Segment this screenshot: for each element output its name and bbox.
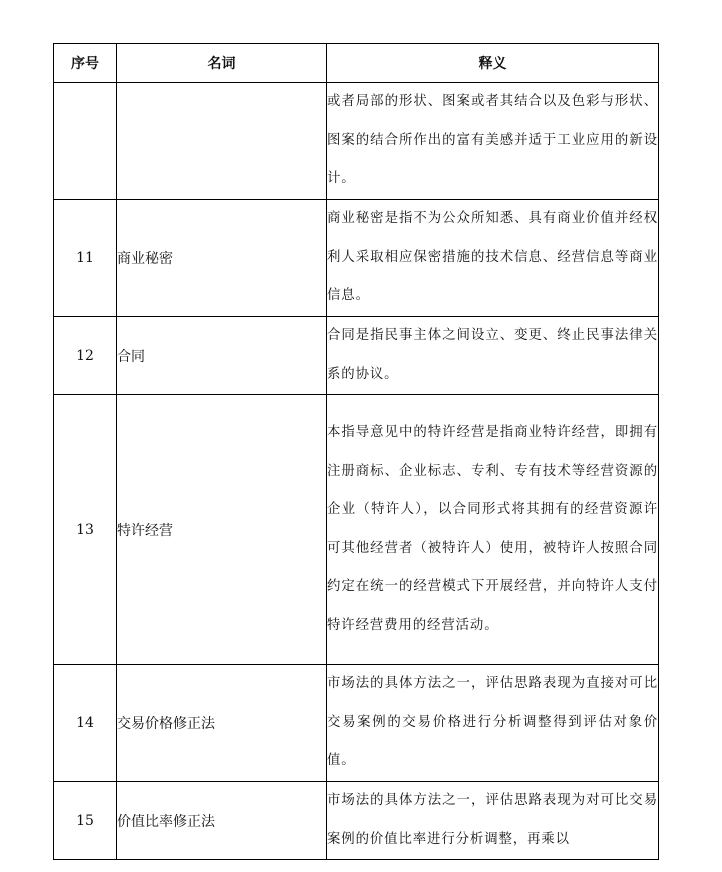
table-header-row (54, 44, 659, 83)
table-row (54, 395, 659, 665)
row-number: 14 (54, 665, 117, 782)
row-term: 商业秘密 (117, 200, 327, 317)
row-definition: 本指导意见中的特许经营是指商业特许经营，即拥有注册商标、企业标志、专利、专有技术等经营资源的企业（特许人），以合同形式将其拥有的经营资源许可其他经营者（被特许人）使用，被特许人按照合同约定在统一的经营模式下开展经营，并向特许人支付特许经营费用的经营活动。 (327, 395, 659, 665)
header-number: 序号 (54, 44, 117, 83)
row-term: 价值比率修正法 (117, 782, 327, 860)
table-row (54, 317, 659, 395)
table-row (54, 665, 659, 782)
row-definition: 或者局部的形状、图案或者其结合以及色彩与形状、图案的结合所作出的富有美感并适于工业应用的新设计。 (327, 83, 659, 200)
table-row (54, 83, 659, 200)
table-row (54, 782, 659, 860)
row-term: 特许经营 (117, 395, 327, 665)
glossary-table (53, 43, 659, 860)
header-term: 名词 (117, 44, 327, 83)
row-term: 合同 (117, 317, 327, 395)
row-definition: 市场法的具体方法之一，评估思路表现为直接对可比交易案例的交易价格进行分析调整得到评估对象价值。 (327, 665, 659, 782)
header-definition: 释义 (327, 44, 659, 83)
row-number: 15 (54, 782, 117, 860)
row-definition: 合同是指民事主体之间设立、变更、终止民事法律关系的协议。 (327, 317, 659, 395)
row-definition: 商业秘密是指不为公众所知悉、具有商业价值并经权利人采取相应保密措施的技术信息、经营信息等商业信息。 (327, 200, 659, 317)
table-row (54, 200, 659, 317)
row-number: 13 (54, 395, 117, 665)
row-definition: 市场法的具体方法之一，评估思路表现为对可比交易案例的价值比率进行分析调整，再乘以 (327, 782, 659, 860)
row-term (117, 83, 327, 200)
row-number: 12 (54, 317, 117, 395)
row-number (54, 83, 117, 200)
row-number: 11 (54, 200, 117, 317)
row-term: 交易价格修正法 (117, 665, 327, 782)
